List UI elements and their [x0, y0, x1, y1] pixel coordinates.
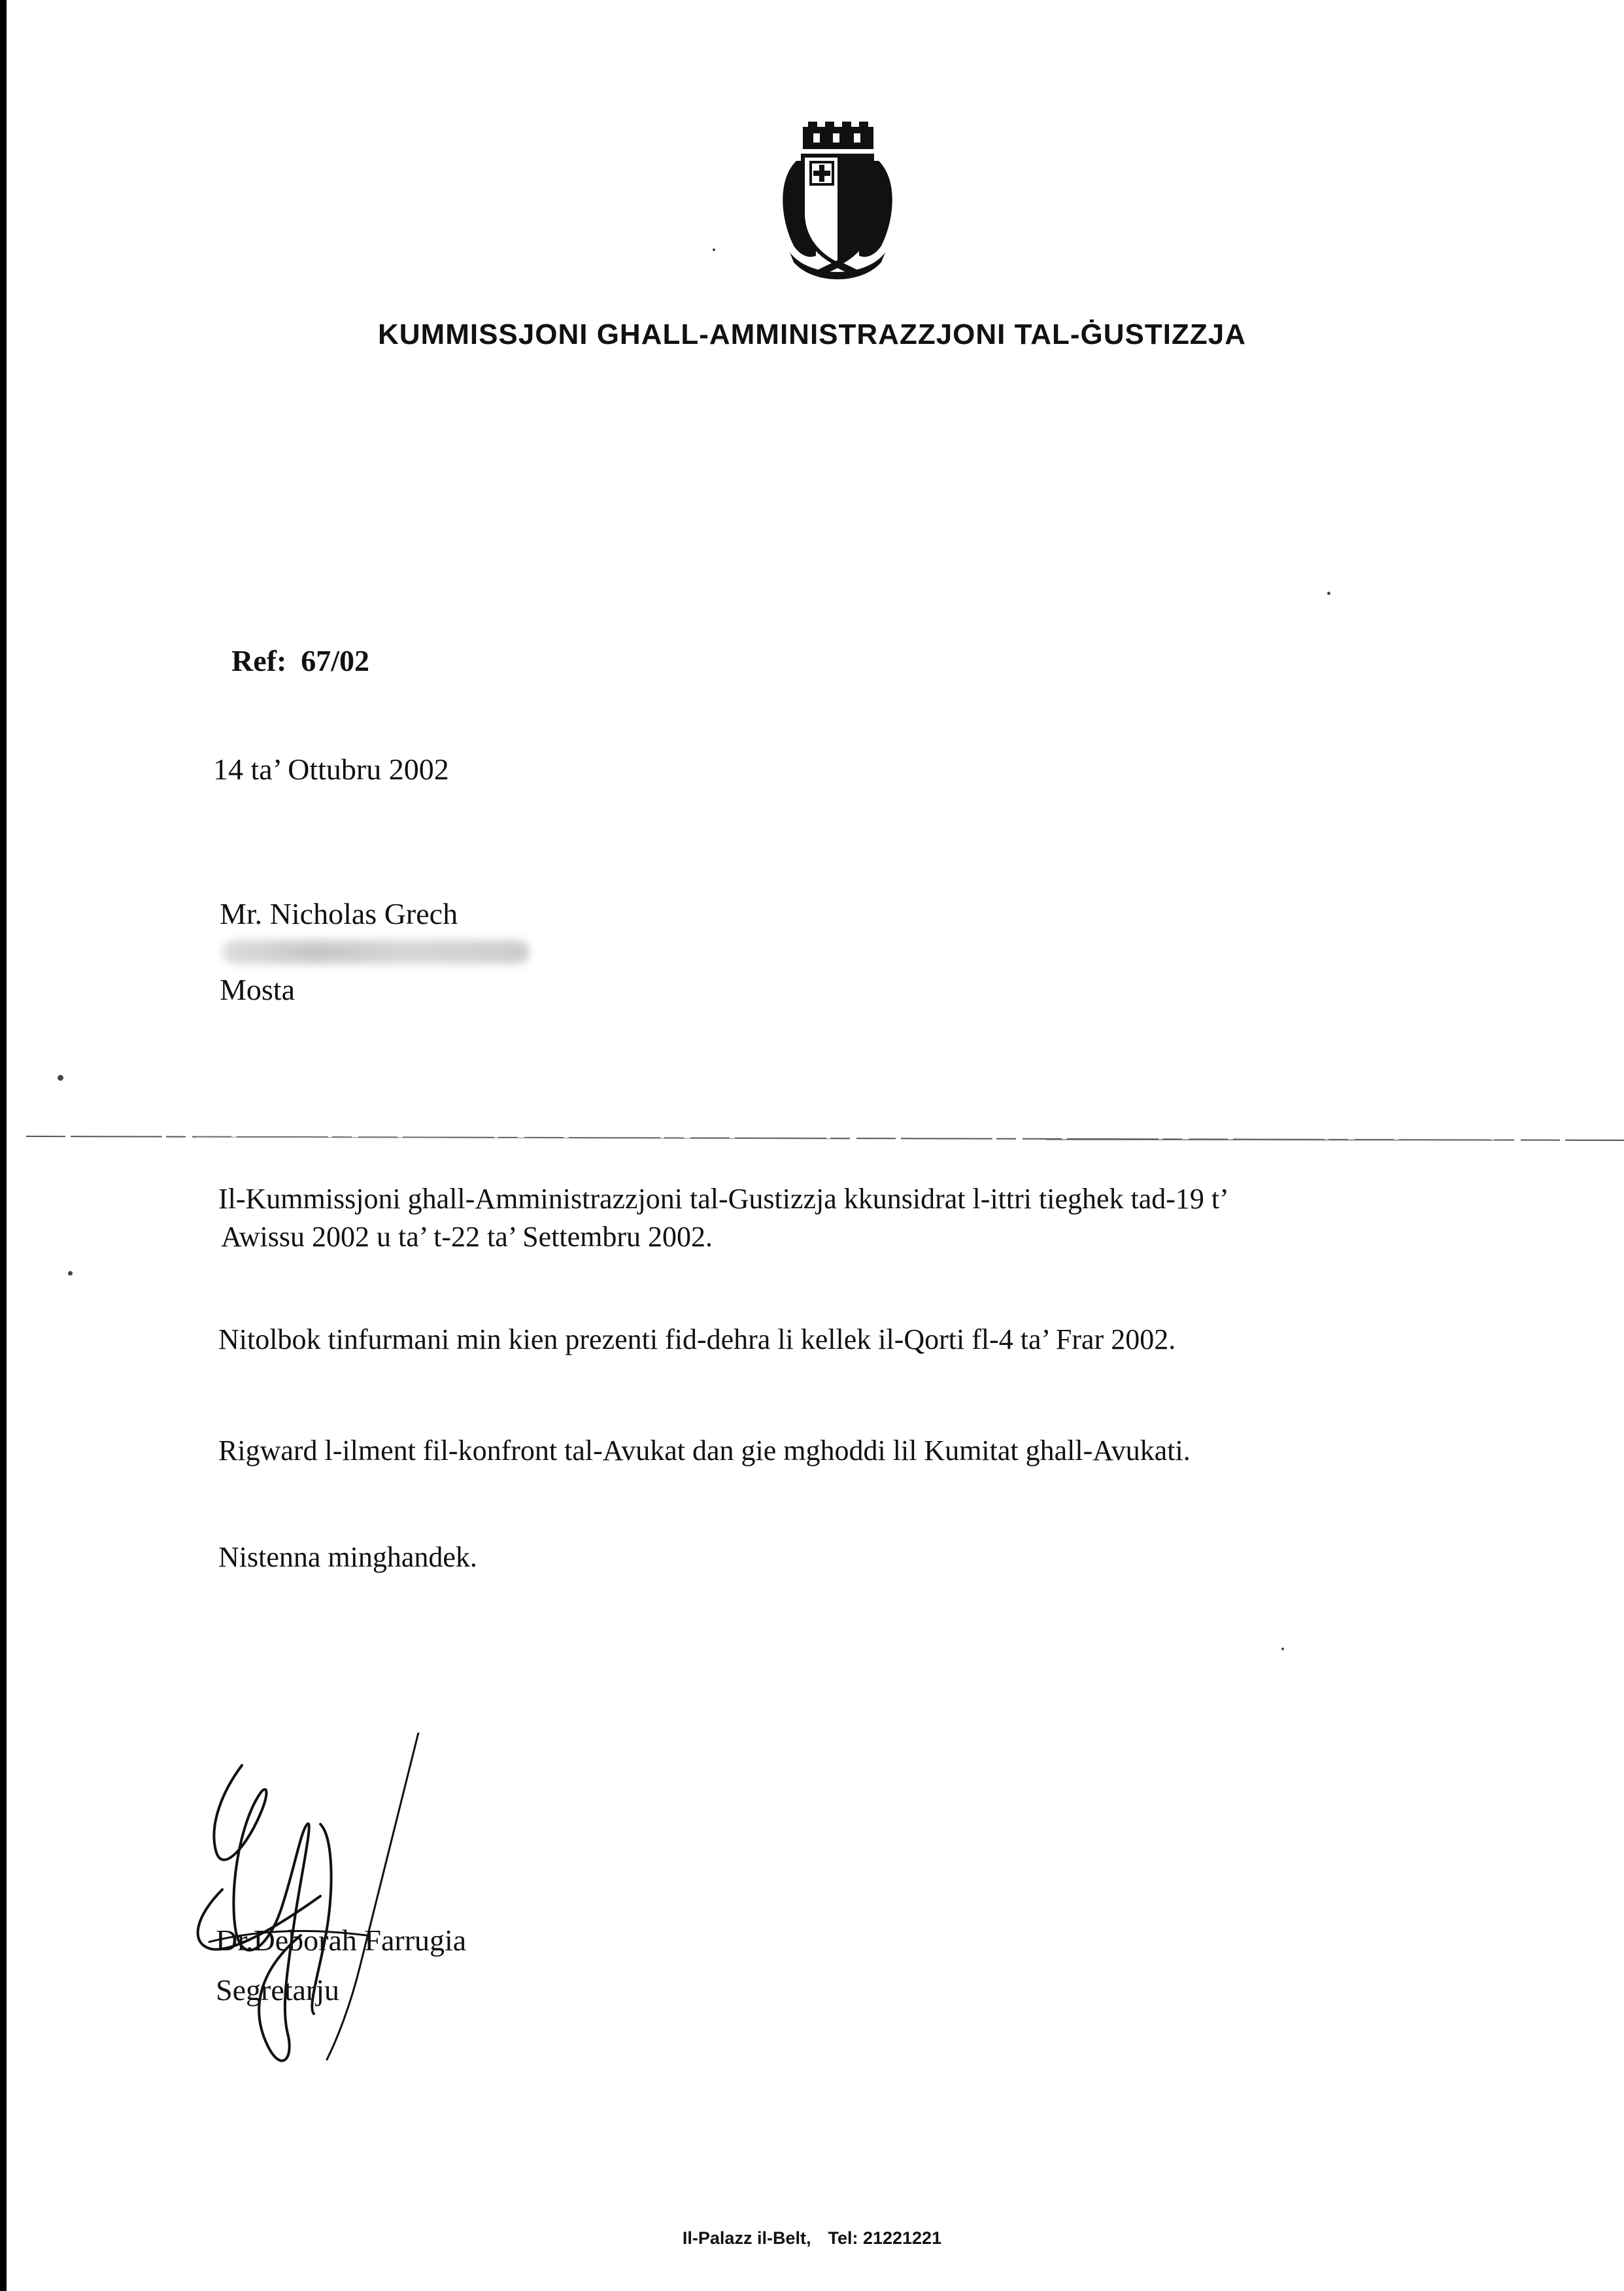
organization-title: KUMMISSJONI GHALL-AMMINISTRAZZJONI TAL-ĠUSTIZZJA [378, 318, 1246, 350]
signatory-name: Dr.Deborah Farrugia [216, 1924, 467, 1957]
body-paragraph-2: Nitolbok tinfurmani min kien prezenti fid-dehra li kellek il-Qorti fl-4 ta’ Frar 2002. [218, 1323, 1176, 1355]
recipient-town: Mosta [220, 973, 295, 1006]
signatory-title: Segretarju [216, 1973, 340, 2007]
scan-speck [713, 248, 715, 251]
reference-number: 67/02 [301, 644, 370, 677]
redacted-street-address [222, 940, 530, 964]
scan-speck [58, 1075, 63, 1081]
footer-phone: Tel: 21221221 [828, 2228, 942, 2248]
scan-speck [1281, 1648, 1284, 1650]
letter-date: 14 ta’ Ottubru 2002 [213, 753, 449, 786]
reference-line [231, 643, 369, 678]
reference-label: Ref: [231, 644, 287, 677]
coat-of-arms-emblem [777, 122, 898, 285]
body-paragraph-3: Rigward l-ilment fil-konfront tal-Avukat dan gie mghoddi lil Kumitat ghall-Avukati. [218, 1434, 1191, 1467]
fold-line [0, 1127, 1624, 1147]
scan-speck [68, 1271, 73, 1276]
recipient-name: Mr. Nicholas Grech [220, 897, 458, 930]
body-paragraph-1 [218, 1180, 1229, 1256]
scan-speck [1327, 592, 1330, 595]
footer-contact [0, 2228, 1624, 2249]
footer-address: Il-Palazz il-Belt, [682, 2228, 811, 2248]
handwritten-signature [170, 1733, 458, 2099]
paragraph-1-line-2: Awissu 2002 u ta’ t-22 ta’ Settembru 2002. [221, 1221, 713, 1253]
paragraph-1-line-1: Il-Kummissjoni ghall-Amministrazzjoni tal-Gustizzja kkunsidrat l-ittri tieghek tad-19 t’ [218, 1183, 1229, 1215]
body-paragraph-4: Nistenna minghandek. [218, 1541, 477, 1573]
